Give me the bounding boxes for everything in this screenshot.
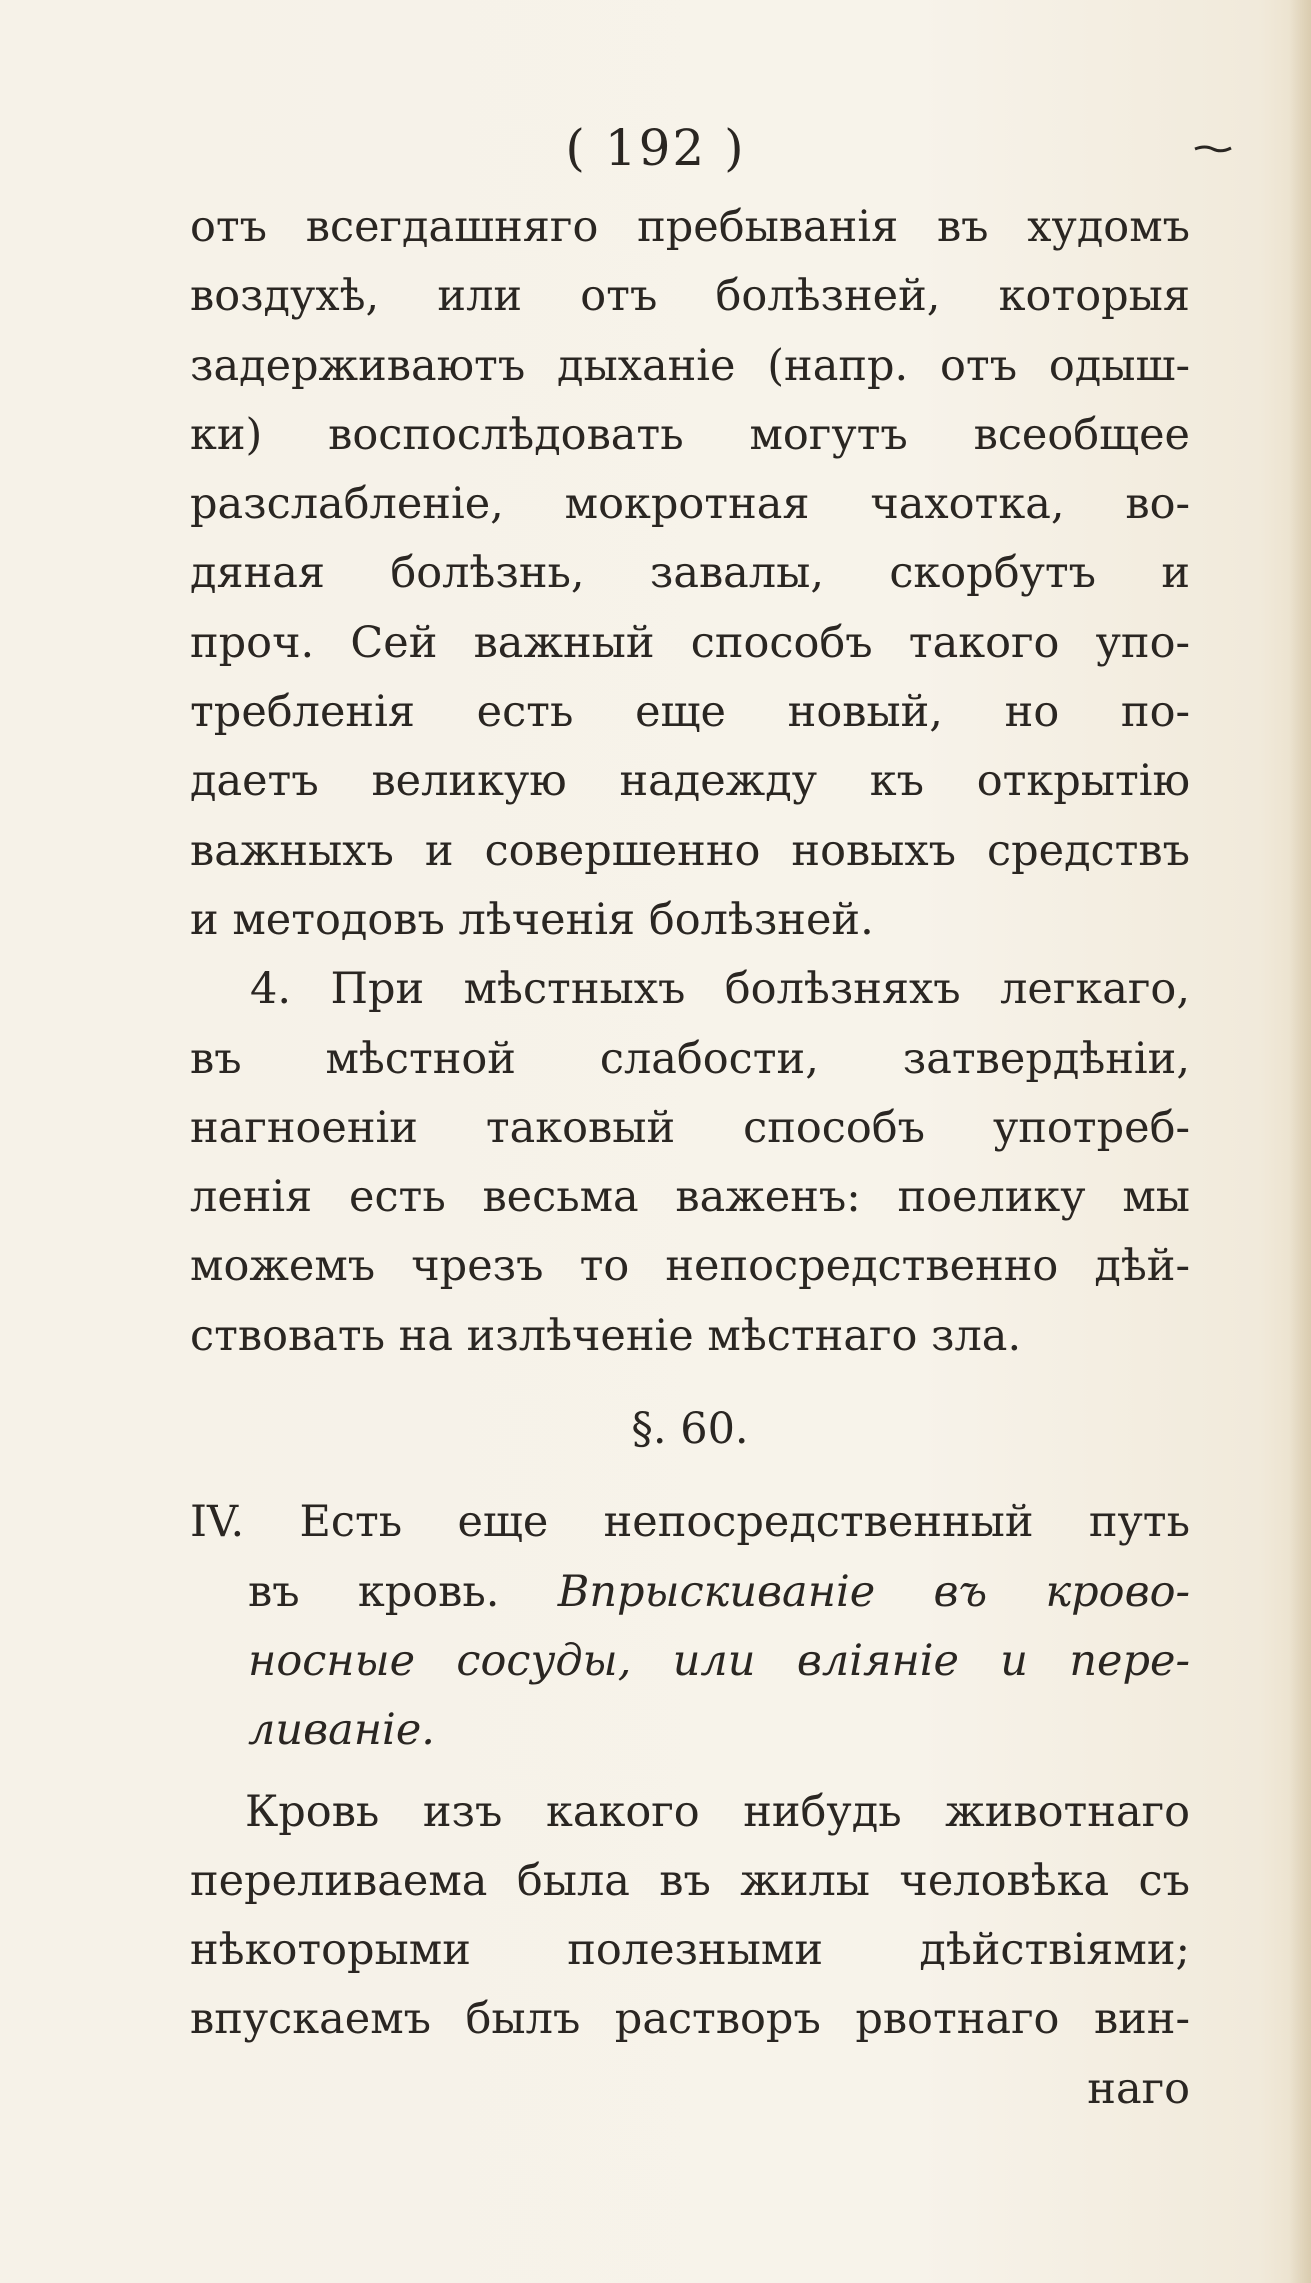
text-line: ленія есть весьма важенъ: поелику мы xyxy=(190,1172,1190,1223)
section-heading: §. 60. xyxy=(631,1404,749,1455)
text-line: 4. При мѣстныхъ болѣзняхъ легкаго, xyxy=(250,964,1190,1015)
text-line: можемъ чрезъ то непосредственно дѣй- xyxy=(190,1241,1190,1292)
paragraph-blood xyxy=(190,1778,1190,2124)
text-line: Кровь изъ какого нибудь животнаго xyxy=(245,1786,1190,1837)
text-line: важныхъ и совершенно новыхъ средствъ xyxy=(190,825,1190,876)
text-line: ки) воспослѣдовать могутъ всеобщее xyxy=(190,409,1190,460)
spacer xyxy=(190,1371,1190,1395)
catchword: наго xyxy=(1087,2063,1190,2114)
text-line: ливаніе. xyxy=(248,1705,435,1756)
text-line: впускаемъ былъ растворъ рвотнаго вин- xyxy=(190,1994,1190,2045)
text-line: отъ всегдашняго пребыванія въ худомъ xyxy=(190,202,1190,252)
text-line: переливаема была въ жилы человѣка съ xyxy=(190,1855,1190,1906)
text-line: разслабленіе, мокротная чахотка, во- xyxy=(190,479,1190,530)
text-line: и методовъ лѣченія болѣзней. xyxy=(190,894,874,945)
text-line: требленія есть еще новый, но по- xyxy=(190,687,1190,738)
text-line: въ мѣстной слабости, затвердѣніи, xyxy=(190,1033,1190,1084)
text-line xyxy=(190,1558,1190,1627)
text-line: даетъ великую надежду къ открытію xyxy=(190,756,1190,807)
paragraph-continuation xyxy=(190,193,1190,955)
italic-run: Впрыскиваніе въ крово- xyxy=(557,1566,1190,1617)
text-line: нѣкоторыми полезными дѣйствіями; xyxy=(190,1925,1190,1976)
text-line: носные сосуды, или вліяніе и пере- xyxy=(248,1635,1190,1686)
text-line: задерживаютъ дыханіе (напр. отъ одыш- xyxy=(190,340,1190,391)
text-line: проч. Сей важный способъ такого упо- xyxy=(190,617,1190,668)
spacer xyxy=(190,1464,1190,1488)
paragraph-4 xyxy=(190,955,1190,1371)
text-line: дяная болѣзнь, завалы, скорбутъ и xyxy=(190,548,1190,599)
spacer xyxy=(190,1766,1190,1778)
page-body xyxy=(190,193,1190,2124)
page-number: ( 192 ) xyxy=(565,119,746,177)
text-line: IV. Есть еще непосредственный путь xyxy=(190,1497,1190,1548)
page-edge-shadow xyxy=(1289,0,1311,2283)
text-run: въ кровь. xyxy=(248,1566,500,1617)
text-line: ствовать на излѣченіе мѣстнаго зла. xyxy=(190,1310,1022,1361)
text-line: нагноеніи таковый способъ употреб- xyxy=(190,1102,1190,1153)
paragraph-iv xyxy=(190,1488,1190,1765)
text-line: воздухѣ, или отъ болѣзней, которыя xyxy=(190,271,1190,322)
